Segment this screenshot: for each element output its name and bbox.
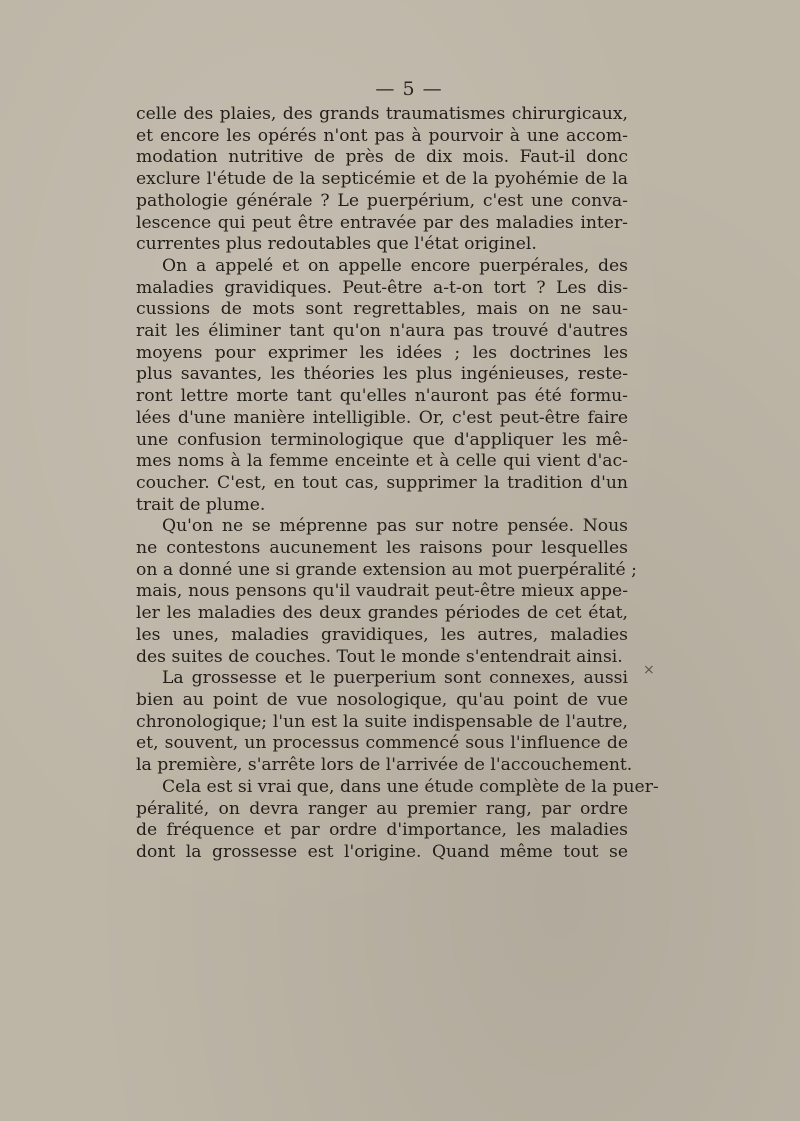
text-line: cussions de mots sont regrettables, mais on ne sau- [136, 299, 628, 320]
text-line: modation nutritive de près de dix mois. Faut-il donc [136, 147, 628, 168]
text-line: chronologique; l'un est la suite indispensable de l'autre, [136, 711, 628, 732]
margin-mark: × [643, 662, 655, 678]
text-line: les unes, maladies gravidiques, les autres, maladies [136, 624, 628, 645]
text-line: lées d'une manière intelligible. Or, c'est peut-être faire [136, 407, 628, 428]
text-line: ne contestons aucunement les raisons pour lesquelles [136, 538, 628, 559]
text-line: rait les éliminer tant qu'on n'aura pas trouvé d'autres [136, 321, 628, 342]
text-line: maladies gravidiques. Peut-être a-t-on tort ? Les dis- [136, 277, 628, 298]
text-line: ront lettre morte tant qu'elles n'auront pas été formu- [136, 386, 628, 407]
text-line: Qu'on ne se méprenne pas sur notre pensée. Nous [162, 516, 628, 537]
text-line: péralité, on devra ranger au premier rang, par ordre [136, 798, 628, 819]
text-line: la première, s'arrête lors de l'arrivée de l'accouchement. [136, 755, 633, 776]
text-line: La grossesse et le puerperium sont connexes, aussi [162, 668, 628, 689]
text-line: currentes plus redoutables que l'état originel. [136, 234, 537, 255]
text-line: bien au point de vue nosologique, qu'au point de vue [136, 689, 628, 710]
text-line: une confusion terminologique que d'appliquer les mê- [136, 429, 628, 450]
text-line: celle des plaies, des grands traumatismes chirurgicaux, [136, 104, 628, 124]
text-line: on a donné une si grande extension au mot puerpéralité ; [136, 559, 637, 580]
text-line: exclure l'étude de la septicémie et de la pyohémie de la [136, 169, 628, 190]
text-line: de fréquence et par ordre d'importance, les maladies [136, 820, 628, 841]
text-line: des suites de couches. Tout le monde s'entendrait ainsi. [136, 646, 623, 667]
text-line: ler les maladies des deux grandes périodes de cet état, [136, 603, 628, 624]
text-line: mes noms à la femme enceinte et à celle qui vient d'ac- [136, 451, 628, 472]
text-line: plus savantes, les théories les plus ingénieuses, reste- [136, 364, 628, 385]
body-text [136, 104, 659, 864]
text-line: trait de plume. [136, 494, 266, 515]
text-line: coucher. C'est, en tout cas, supprimer la tradition d'un [136, 472, 628, 493]
text-line: et encore les opérés n'ont pas à pourvoir à une accom- [136, 125, 628, 146]
text-line: lescence qui peut être entravée par des maladies inter- [136, 212, 628, 233]
text-line: moyens pour exprimer les idées ; les doctrines les [136, 342, 628, 363]
text-line: dont la grossesse est l'origine. Quand même tout se [136, 841, 628, 862]
text-line: On a appelé et on appelle encore puerpérales, des [162, 255, 628, 276]
text-line: mais, nous pensons qu'il vaudrait peut-être mieux appe- [136, 581, 628, 602]
page-number: — 5 — [375, 78, 443, 100]
text-line: Cela est si vrai que, dans une étude complète de la puer- [162, 776, 659, 797]
text-line: et, souvent, un processus commencé sous l'influence de [136, 733, 628, 754]
text-line: pathologie générale ? Le puerpérium, c'est une conva- [136, 190, 628, 211]
